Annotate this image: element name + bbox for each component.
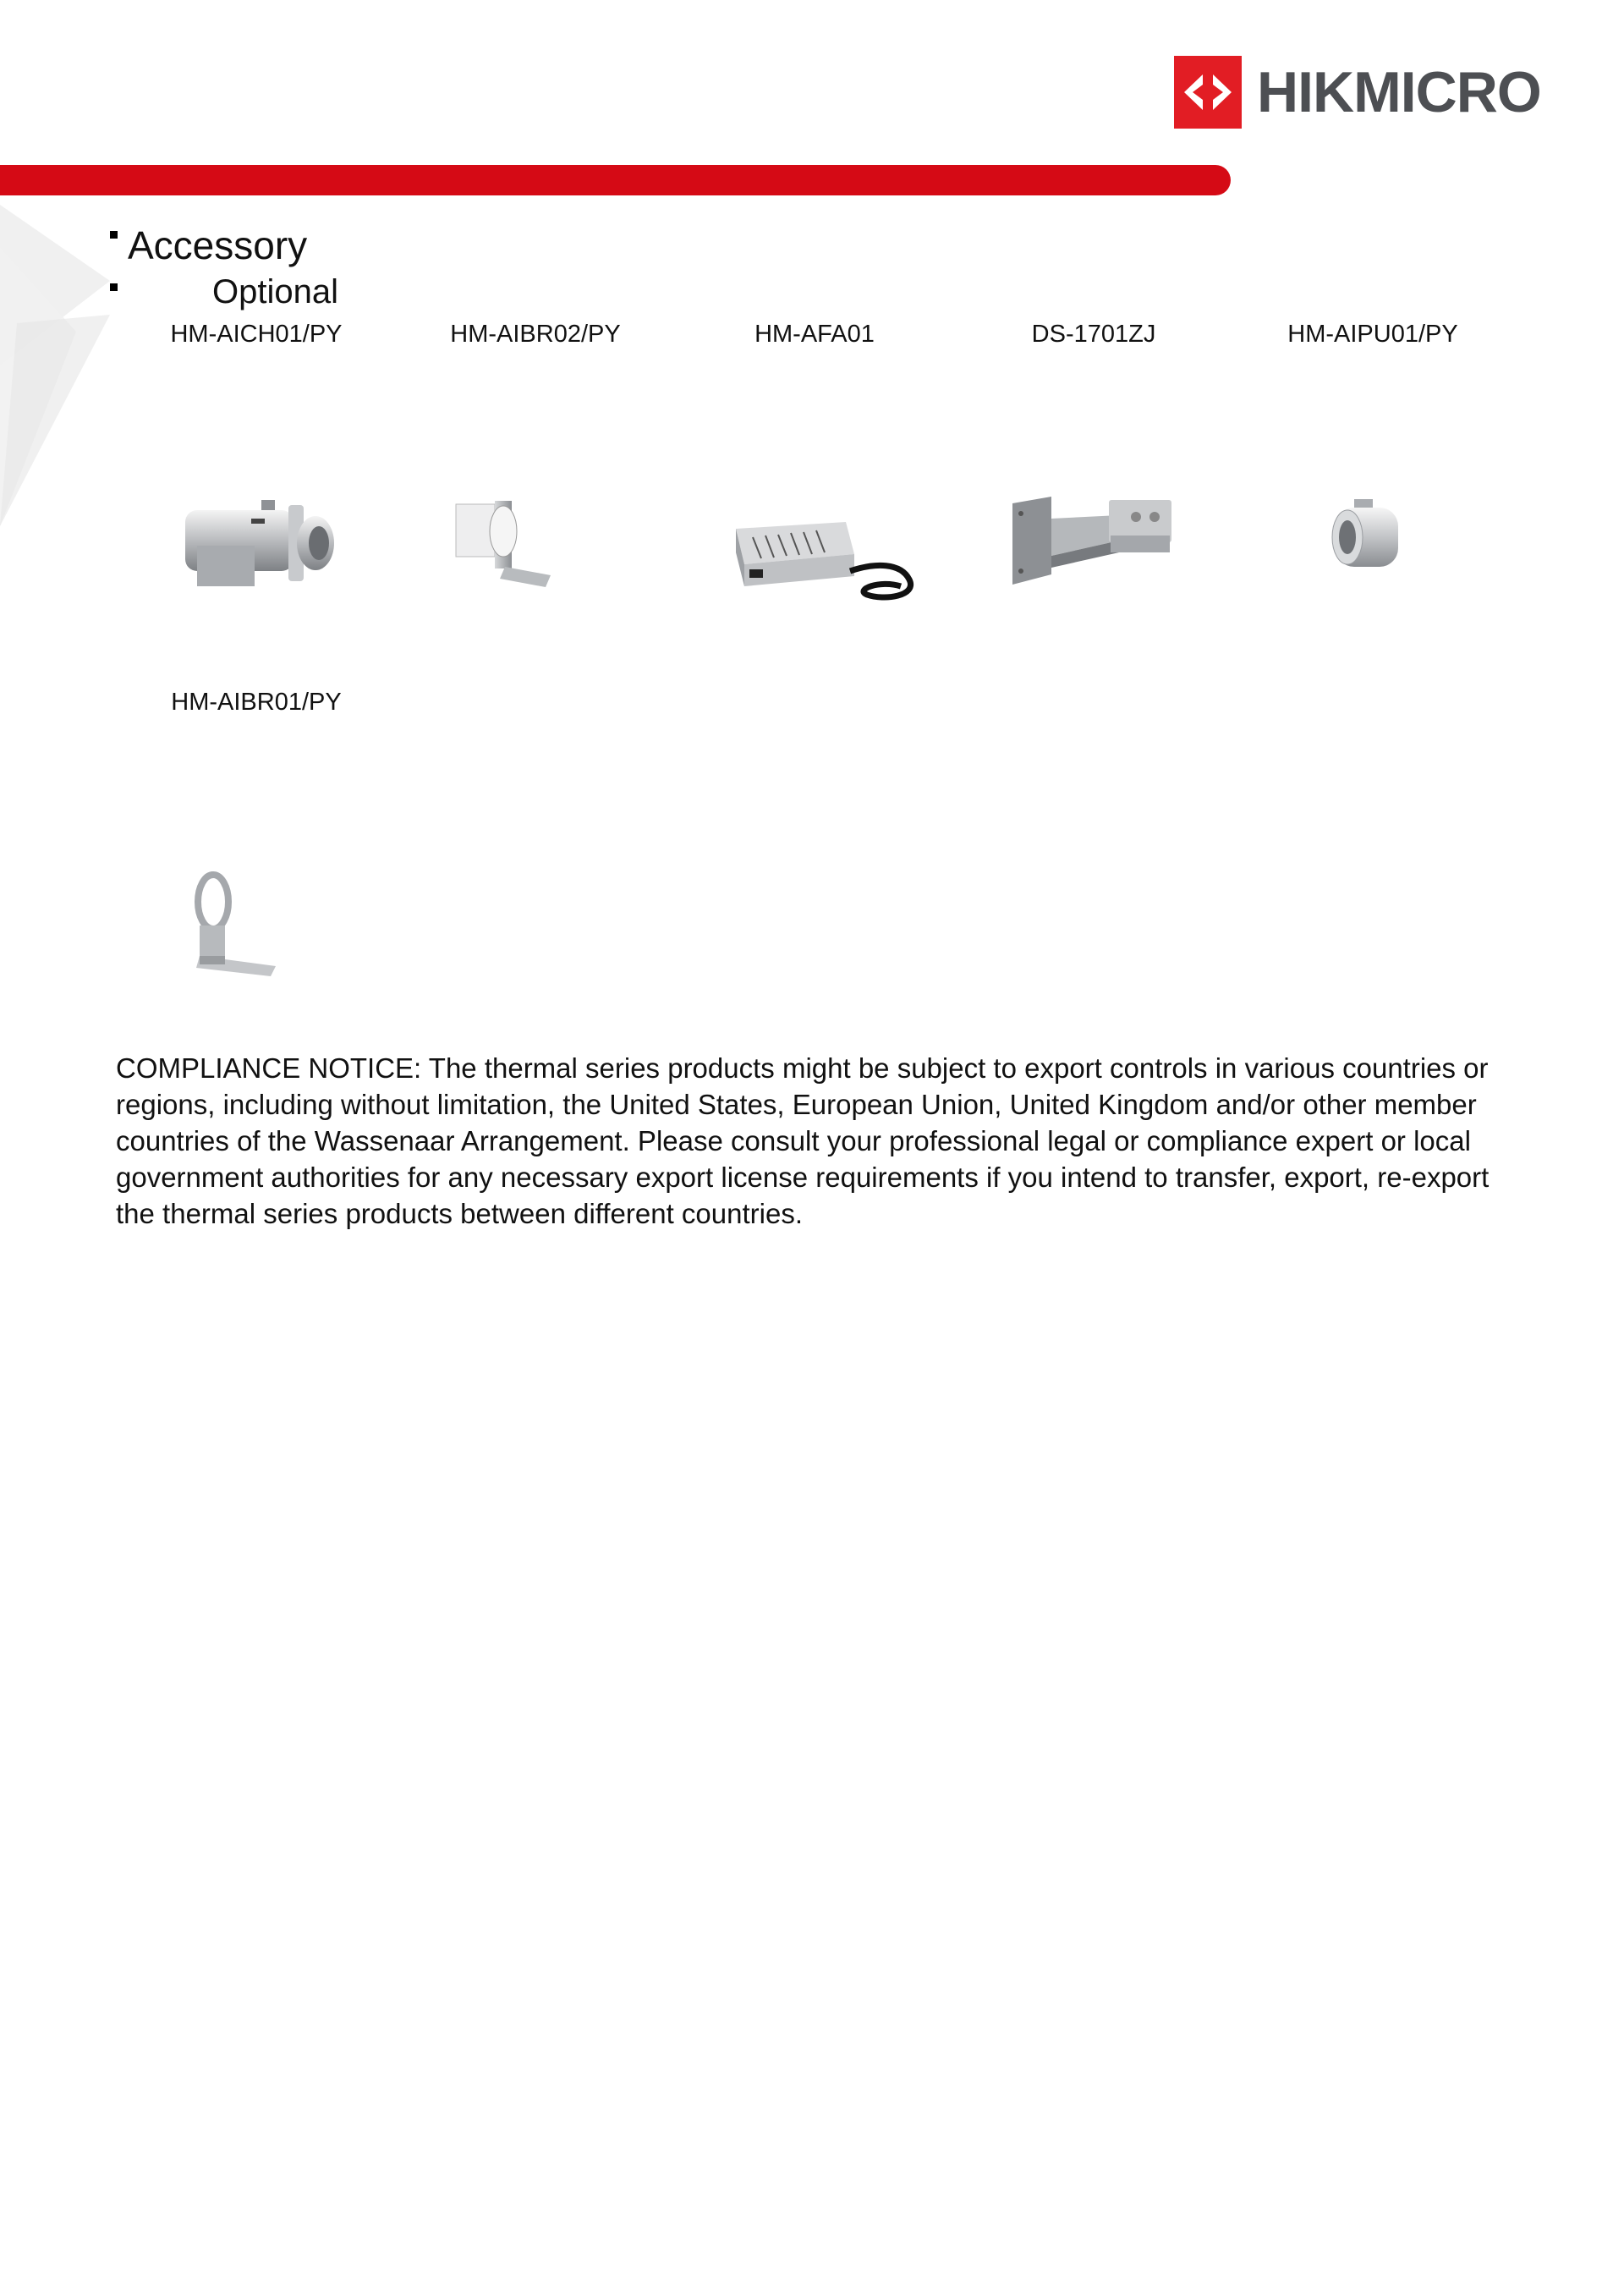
accessory-model: DS-1701ZJ: [1031, 321, 1156, 348]
wall-mount-bracket-icon: [1009, 493, 1178, 586]
mount-bracket-icon: [453, 497, 554, 590]
brand-logo: [1174, 56, 1541, 129]
accessory-item: [675, 317, 954, 351]
brand-name: HIKMICRO: [1257, 60, 1541, 124]
hikmicro-logo-icon: [1174, 56, 1242, 129]
accessory-item: [117, 685, 396, 719]
accessory-item: [396, 317, 675, 351]
cylindrical-housing-icon: [180, 495, 337, 592]
purge-unit-icon: [1324, 497, 1408, 574]
bullet-icon: [110, 283, 118, 291]
subsection-title: Optional: [110, 269, 338, 315]
accessory-model: HM-AICH01/PY: [170, 321, 343, 348]
accessory-model: HM-AIBR02/PY: [450, 321, 621, 348]
accessory-model: HM-AIBR01/PY: [171, 689, 342, 716]
header-red-bar: [0, 165, 1231, 195]
accessory-item: [117, 317, 396, 351]
accessory-item: [954, 317, 1233, 351]
bullet-icon: [110, 231, 118, 239]
section-title: Accessory: [110, 218, 307, 272]
power-adapter-icon: [694, 512, 922, 613]
accessory-item: [1233, 317, 1512, 351]
compliance-notice: COMPLIANCE NOTICE: The thermal series products might be subject to export controls in various countries or regions, including without limitation, the United States, European Union, United Kingdom and/or other member countries of the Wassenaar Arrangement. Please consult your professional legal or compliance expert or local government authorities for any necessary export license requirements if you intend to transfer, export, re-export the thermal series products between different countries.: [116, 1052, 1490, 1229]
accessory-model: HM-AFA01: [754, 321, 875, 348]
accessory-model: HM-AIPU01/PY: [1287, 321, 1458, 348]
decorative-shapes: [0, 196, 118, 526]
ring-bracket-icon: [188, 871, 285, 977]
